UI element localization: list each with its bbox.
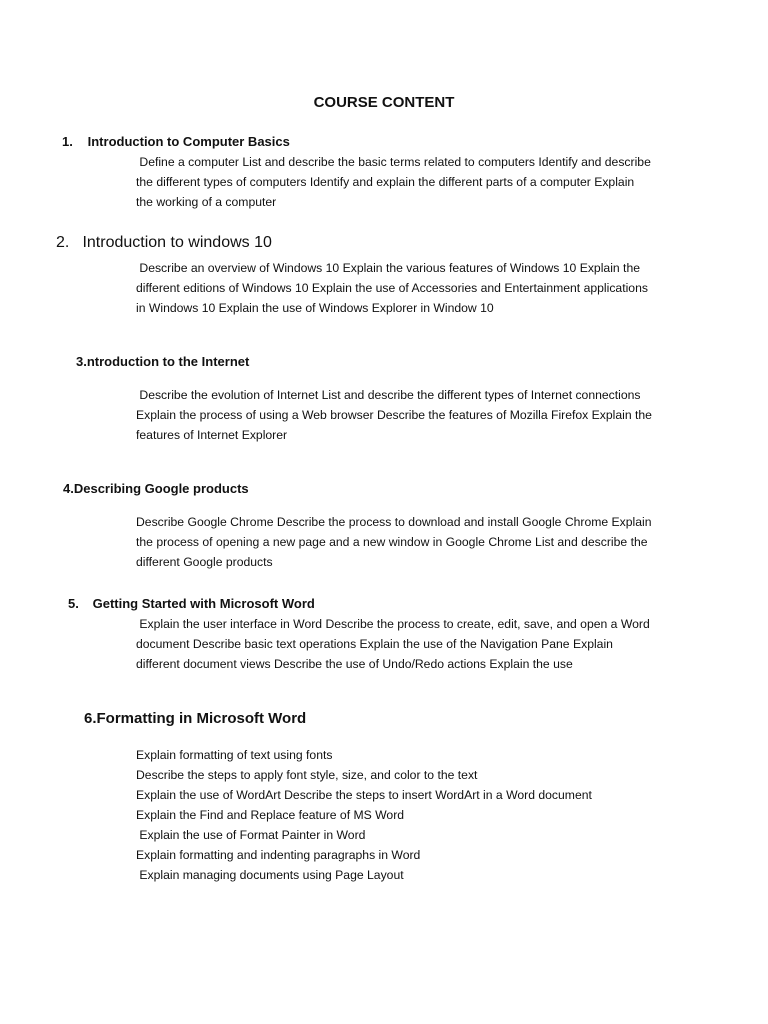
section-6-line: Explain formatting and indenting paragraphs in Word bbox=[136, 848, 421, 862]
section-2-line: Describe an overview of Windows 10 Explain the various features of Windows 10 Explain the bbox=[136, 261, 641, 275]
section-6-line: Explain managing documents using Page Layout bbox=[136, 868, 404, 882]
section-1-title: Introduction to Computer Basics bbox=[87, 134, 290, 149]
section-5-heading bbox=[68, 596, 315, 611]
section-6-heading: 6.Formatting in Microsoft Word bbox=[84, 710, 307, 727]
section-1-number: 1. bbox=[62, 134, 73, 149]
section-2-number: 2. bbox=[56, 234, 70, 251]
section-6-line: Explain formatting of text using fonts bbox=[136, 748, 333, 762]
section-5-line: document Describe basic text operations Explain the use of the Navigation Pane Explain bbox=[136, 637, 613, 651]
section-4-heading: 4.Describing Google products bbox=[63, 481, 249, 496]
section-5-title: Getting Started with Microsoft Word bbox=[92, 596, 315, 611]
page-title: COURSE CONTENT bbox=[313, 94, 455, 111]
section-2-title: Introduction to windows 10 bbox=[82, 234, 272, 251]
section-4-line: the process of opening a new page and a new window in Google Chrome List and describe the bbox=[136, 535, 648, 549]
section-3-line: Describe the evolution of Internet List and describe the different types of Internet connections bbox=[136, 388, 641, 402]
section-4-body bbox=[136, 512, 676, 572]
section-6-line: Describe the steps to apply font style, size, and color to the text bbox=[136, 768, 478, 782]
section-4-line: Describe Google Chrome Describe the process to download and install Google Chrome Explain bbox=[136, 515, 652, 529]
section-5-number: 5. bbox=[68, 596, 79, 611]
section-1-heading bbox=[62, 134, 290, 149]
section-2-body bbox=[136, 258, 676, 318]
section-5-line: Explain the user interface in Word Describe the process to create, edit, save, and open a Word bbox=[136, 617, 650, 631]
section-2-line: in Windows 10 Explain the use of Windows Explorer in Window 10 bbox=[136, 301, 494, 315]
section-1-body bbox=[136, 152, 676, 212]
section-5-line: different document views Describe the use of Undo/Redo actions Explain the use bbox=[136, 657, 573, 671]
section-6-line: Explain the Find and Replace feature of MS Word bbox=[136, 808, 405, 822]
section-5-body bbox=[136, 614, 676, 674]
section-6-body bbox=[136, 745, 676, 885]
section-2-line: different editions of Windows 10 Explain the use of Accessories and Entertainment applications bbox=[136, 281, 648, 295]
section-1-line: the working of a computer bbox=[136, 195, 277, 209]
section-3-heading: 3.ntroduction to the Internet bbox=[76, 354, 250, 369]
section-3-line: features of Internet Explorer bbox=[136, 428, 288, 442]
section-4-line: different Google products bbox=[136, 555, 273, 569]
section-3-line: Explain the process of using a Web browser Describe the features of Mozilla Firefox Explain the bbox=[136, 408, 652, 422]
section-6-line: Explain the use of Format Painter in Word bbox=[136, 828, 366, 842]
section-2-heading bbox=[56, 234, 272, 252]
section-1-line: the different types of computers Identify and explain the different parts of a computer Explain bbox=[136, 175, 635, 189]
section-3-body bbox=[136, 385, 676, 445]
section-1-line: Define a computer List and describe the basic terms related to computers Identify and describe bbox=[136, 155, 651, 169]
section-6-line: Explain the use of WordArt Describe the steps to insert WordArt in a Word document bbox=[136, 788, 592, 802]
